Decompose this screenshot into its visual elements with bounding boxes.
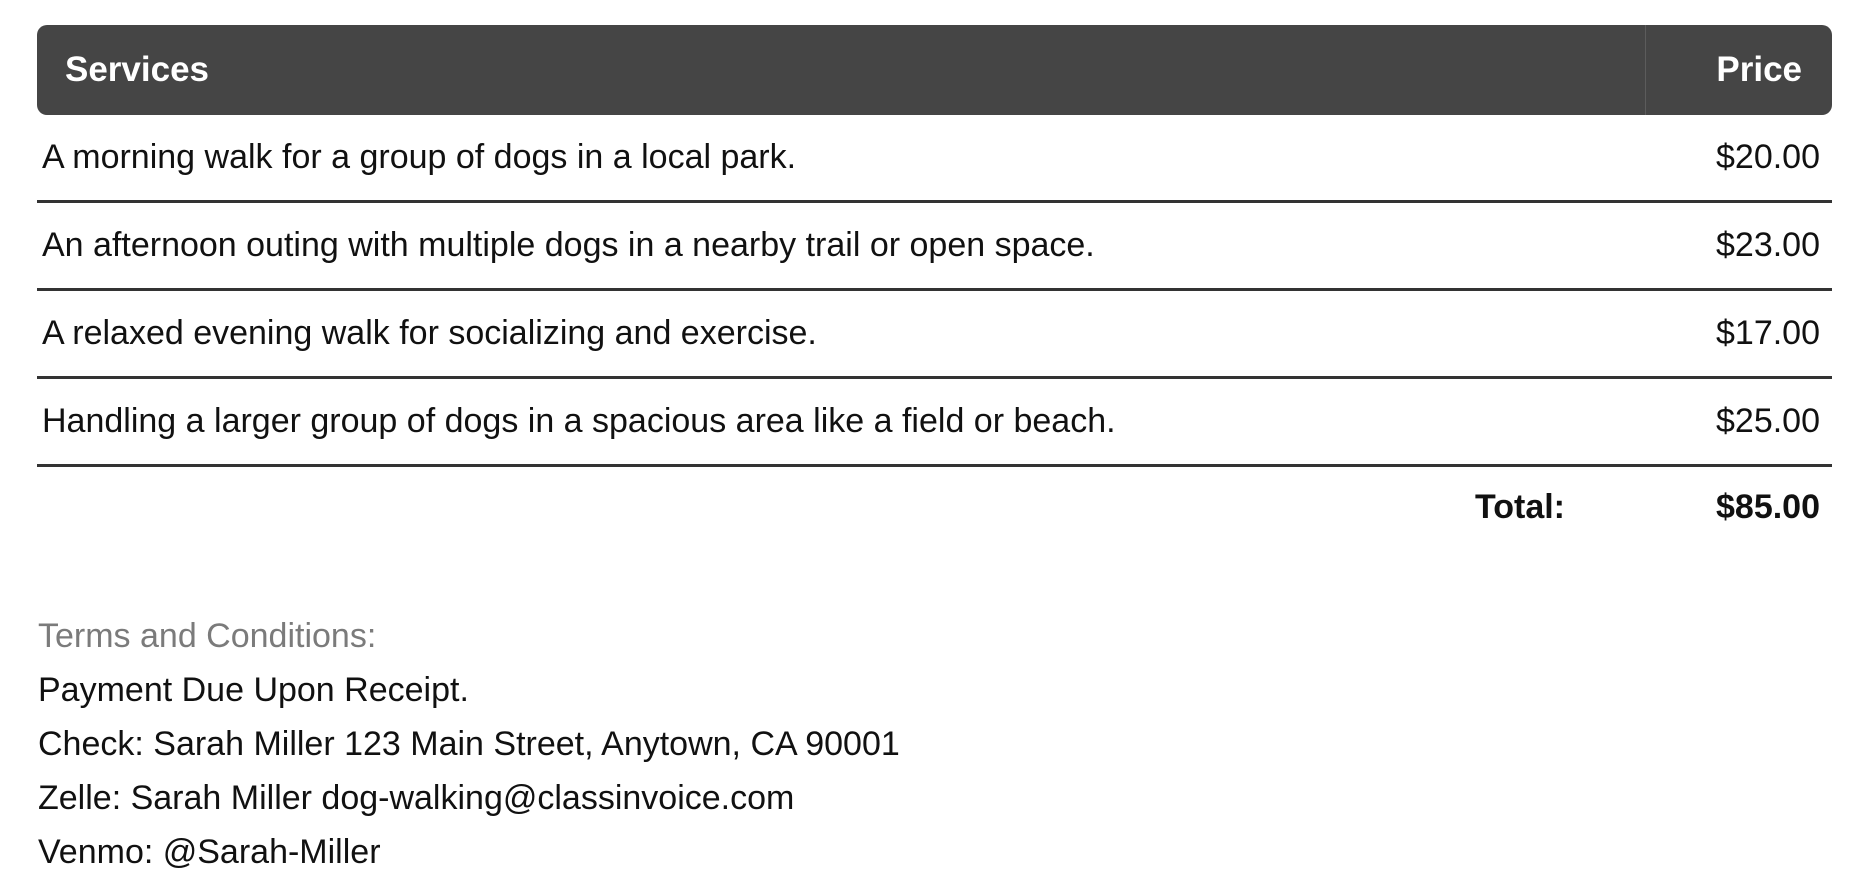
- total-value: $85.00: [1716, 487, 1820, 526]
- services-table: [37, 25, 1832, 547]
- price-cell: $20.00: [1716, 138, 1820, 176]
- price-cell: $23.00: [1716, 226, 1820, 264]
- price-cell: $25.00: [1716, 402, 1820, 440]
- terms-and-conditions-section: [37, 609, 1832, 870]
- price-cell: $17.00: [1716, 314, 1820, 352]
- service-cell: A morning walk for a group of dogs in a local park.: [42, 138, 797, 176]
- terms-line-payment: Payment Due Upon Receipt.: [38, 671, 469, 709]
- price-column-header: Price: [1645, 25, 1832, 115]
- service-cell: Handling a larger group of dogs in a spacious area like a field or beach.: [42, 402, 1116, 440]
- terms-line-check: Check: Sarah Miller 123 Main Street, Anytown, CA 90001: [38, 725, 900, 763]
- table-row: [37, 291, 1832, 379]
- table-row: [37, 115, 1832, 203]
- terms-line-zelle: Zelle: Sarah Miller dog-walking@classinvoice.com: [38, 779, 795, 817]
- services-column-header: Services: [65, 50, 210, 89]
- service-cell: A relaxed evening walk for socializing and exercise.: [42, 314, 817, 352]
- service-cell: An afternoon outing with multiple dogs in a nearby trail or open space.: [42, 226, 1095, 264]
- total-label: Total:: [1474, 487, 1565, 526]
- table-row: [37, 203, 1832, 291]
- table-row: [37, 379, 1832, 467]
- terms-line-venmo: Venmo: @Sarah-Miller: [38, 833, 381, 870]
- total-row: [37, 467, 1832, 547]
- table-header-row: [37, 25, 1832, 115]
- terms-title: Terms and Conditions:: [38, 617, 377, 655]
